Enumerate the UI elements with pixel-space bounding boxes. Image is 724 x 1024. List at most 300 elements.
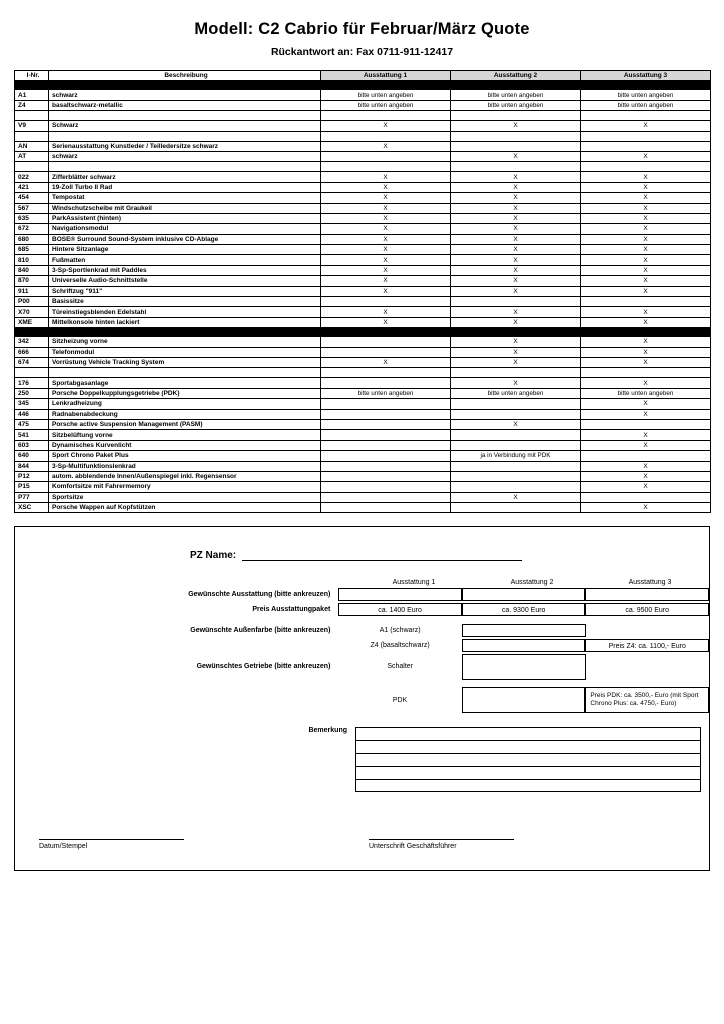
row-option-2: X — [451, 357, 581, 367]
row-code: AT — [15, 151, 49, 161]
table-header-row — [15, 71, 711, 81]
row-option-1 — [321, 337, 451, 347]
row-option-2: X — [451, 337, 581, 347]
row-description: Sportsitze — [49, 492, 321, 502]
table-row — [15, 399, 711, 409]
label-farbe-a1: A1 (schwarz) — [379, 627, 421, 635]
row-option-2: bitte unten angeben — [451, 90, 581, 100]
row-option-3 — [581, 419, 711, 429]
row-preis-paket — [15, 603, 709, 616]
row-option-2: X — [451, 286, 581, 296]
row-option-3 — [581, 141, 711, 151]
row-option-3: X — [581, 286, 711, 296]
row-option-2: X — [451, 347, 581, 357]
row-getriebe-pdk — [15, 687, 709, 713]
spacer-cell — [15, 131, 49, 141]
row-description: 19-Zoll Turbo II Rad — [49, 182, 321, 192]
table-row — [15, 409, 711, 419]
price-farbe-z4: Preis Z4: ca. 1100,- Euro — [585, 639, 709, 652]
row-option-3: X — [581, 357, 711, 367]
table-row — [15, 193, 711, 203]
table-row — [15, 255, 711, 265]
table-section-divider — [15, 328, 711, 337]
row-description: 3-Sp-Multifunktionslenkrad — [49, 461, 321, 471]
row-option-3: X — [581, 471, 711, 481]
row-option-3: bitte unten angeben — [581, 100, 711, 110]
row-code: A1 — [15, 90, 49, 100]
row-description: Schriftzug "911" — [49, 286, 321, 296]
spacer-cell — [15, 111, 49, 121]
row-aussenfarbe-1 — [15, 624, 709, 637]
row-option-2: X — [451, 255, 581, 265]
row-option-1 — [321, 378, 451, 388]
row-option-1 — [321, 503, 451, 513]
table-row — [15, 317, 711, 327]
table-row — [15, 203, 711, 213]
row-option-2: X — [451, 419, 581, 429]
row-description: 3-Sp-Sportlenkrad mit Paddles — [49, 265, 321, 275]
row-option-2: ja in Verbindung mit PDK — [451, 451, 581, 461]
row-description: Sport Chrono Paket Plus — [49, 451, 321, 461]
row-description: Fußmatten — [49, 255, 321, 265]
row-option-1: bitte unten angeben — [321, 388, 451, 398]
row-option-2 — [451, 297, 581, 307]
row-description: BOSE® Surround Sound-System inklusive CD-Ablage — [49, 234, 321, 244]
row-option-2: X — [451, 151, 581, 161]
row-option-3: X — [581, 430, 711, 440]
form-col-1: Ausstattung 1 — [392, 579, 436, 587]
header-option-3: Ausstattung 3 — [581, 71, 711, 81]
table-row — [15, 182, 711, 192]
row-option-1 — [321, 430, 451, 440]
row-code: 685 — [15, 245, 49, 255]
row-option-1: X — [321, 213, 451, 223]
row-option-1: X — [321, 307, 451, 317]
row-option-1: X — [321, 224, 451, 234]
row-code: AN — [15, 141, 49, 151]
row-option-3: X — [581, 307, 711, 317]
table-row — [15, 141, 711, 151]
table-row — [15, 430, 711, 440]
table-spacer-row — [15, 111, 711, 121]
row-code: 674 — [15, 357, 49, 367]
row-code: 666 — [15, 347, 49, 357]
row-code: 176 — [15, 378, 49, 388]
row-option-2: X — [451, 213, 581, 223]
row-description: Telefonmodul — [49, 347, 321, 357]
row-code: 840 — [15, 265, 49, 275]
row-option-2 — [451, 471, 581, 481]
bemerkung-line-2[interactable] — [355, 740, 701, 753]
label-wunsch-ausstattung: Gewünschte Ausstattung (bitte ankreuzen) — [188, 591, 331, 599]
row-option-1: X — [321, 255, 451, 265]
row-option-2: X — [451, 234, 581, 244]
table-row — [15, 297, 711, 307]
row-option-2 — [451, 503, 581, 513]
row-option-3: X — [581, 503, 711, 513]
row-option-3: X — [581, 265, 711, 275]
row-option-3: X — [581, 337, 711, 347]
table-row — [15, 151, 711, 161]
row-code: X70 — [15, 307, 49, 317]
table-spacer-row — [15, 368, 711, 378]
row-code: P15 — [15, 482, 49, 492]
row-option-2 — [451, 430, 581, 440]
row-option-2 — [451, 141, 581, 151]
row-code: 250 — [15, 388, 49, 398]
row-option-1 — [321, 471, 451, 481]
row-option-1: bitte unten angeben — [321, 100, 451, 110]
equipment-table — [14, 70, 711, 513]
checkbox-getriebe-schalter[interactable] — [462, 654, 586, 680]
row-description: Komfortsitze mit Fahrermemory — [49, 482, 321, 492]
checkbox-ausstattung-2[interactable] — [462, 588, 586, 601]
row-description: Hintere Sitzanlage — [49, 245, 321, 255]
row-code: 421 — [15, 182, 49, 192]
spacer-cell — [581, 368, 711, 378]
row-option-2: X — [451, 121, 581, 131]
row-option-1 — [321, 461, 451, 471]
row-code: V9 — [15, 121, 49, 131]
row-code: Z4 — [15, 100, 49, 110]
row-description: Porsche active Suspension Management (PASM) — [49, 419, 321, 429]
row-option-3: X — [581, 213, 711, 223]
table-row — [15, 100, 711, 110]
price-ausstattung-1: ca. 1400 Euro — [338, 603, 462, 616]
row-option-3: X — [581, 317, 711, 327]
row-option-2: X — [451, 203, 581, 213]
row-option-3: bitte unten angeben — [581, 90, 711, 100]
row-option-1: X — [321, 317, 451, 327]
row-description: Serienausstattung Kunstleder / Teilledersitze schwarz — [49, 141, 321, 151]
checkbox-ausstattung-1[interactable] — [338, 588, 462, 601]
row-option-1: X — [321, 286, 451, 296]
row-description: autom. abblendende Innen/Außenspiegel inkl. Regensensor — [49, 471, 321, 481]
row-code: 680 — [15, 234, 49, 244]
signature-label-right: Unterschrift Geschäftsführer — [369, 843, 457, 851]
table-row — [15, 245, 711, 255]
row-option-2: bitte unten angeben — [451, 100, 581, 110]
row-code: 810 — [15, 255, 49, 265]
table-row — [15, 357, 711, 367]
bemerkung-line-3[interactable] — [355, 753, 701, 766]
row-option-3: X — [581, 245, 711, 255]
label-farbe-z4: Z4 (basaltschwarz) — [370, 642, 430, 650]
page-subtitle: Rückantwort an: Fax 0711-911-12417 — [270, 46, 454, 58]
spacer-cell — [451, 131, 581, 141]
row-description: basaltschwarz-metallic — [49, 100, 321, 110]
section-divider-cell — [15, 328, 711, 337]
table-row — [15, 347, 711, 357]
row-option-1 — [321, 409, 451, 419]
row-code: 541 — [15, 430, 49, 440]
row-option-3: X — [581, 203, 711, 213]
table-row — [15, 234, 711, 244]
row-option-1 — [321, 419, 451, 429]
row-option-3: X — [581, 121, 711, 131]
page-title: Modell: C2 Cabrio für Februar/März Quote — [194, 20, 530, 38]
row-description: Lenkradheizung — [49, 399, 321, 409]
table-row — [15, 388, 711, 398]
spacer-cell — [451, 368, 581, 378]
row-option-1: X — [321, 193, 451, 203]
table-row — [15, 471, 711, 481]
row-code: 022 — [15, 172, 49, 182]
row-option-1 — [321, 347, 451, 357]
spacer-cell — [321, 111, 451, 121]
label-getriebe-schalter: Schalter — [387, 663, 413, 671]
spacer-cell — [581, 162, 711, 172]
spacer-cell — [581, 131, 711, 141]
row-option-1: X — [321, 265, 451, 275]
row-option-3: X — [581, 151, 711, 161]
checkbox-ausstattung-3[interactable] — [585, 588, 709, 601]
row-option-3: X — [581, 255, 711, 265]
row-option-3: X — [581, 182, 711, 192]
table-row — [15, 307, 711, 317]
row-option-2: X — [451, 378, 581, 388]
signature-label-left: Datum/Stempel — [39, 843, 88, 851]
row-description: Mittelkonsole hinten lackiert — [49, 317, 321, 327]
row-description: Türeinstiegsblenden Edelstahl — [49, 307, 321, 317]
row-option-3: X — [581, 482, 711, 492]
row-option-3: X — [581, 409, 711, 419]
row-option-3: X — [581, 461, 711, 471]
label-preis-paket: Preis Ausstattungpaket — [252, 606, 331, 614]
spacer-cell — [49, 111, 321, 121]
row-option-3: X — [581, 347, 711, 357]
pz-name-row — [15, 549, 709, 561]
price-ausstattung-2: ca. 9300 Euro — [462, 603, 586, 616]
row-option-3: X — [581, 440, 711, 450]
header-option-1: Ausstattung 1 — [321, 71, 451, 81]
row-option-1: bitte unten angeben — [321, 90, 451, 100]
row-option-3 — [581, 492, 711, 502]
row-code: 342 — [15, 337, 49, 347]
table-row — [15, 224, 711, 234]
row-option-1: X — [321, 357, 451, 367]
row-option-3: X — [581, 399, 711, 409]
table-section-divider — [15, 81, 711, 90]
label-wunsch-aussenfarbe: Gewünschte Außenfarbe (bitte ankreuzen) — [190, 627, 331, 635]
farbe-a1-spacer — [586, 624, 710, 637]
row-option-2 — [451, 409, 581, 419]
row-description: Sitzheizung vorne — [49, 337, 321, 347]
row-description: Basissitze — [49, 297, 321, 307]
table-spacer-row — [15, 131, 711, 141]
row-code: P77 — [15, 492, 49, 502]
row-description: Porsche Wappen auf Kopfstützen — [49, 503, 321, 513]
row-bemerkung — [15, 727, 709, 792]
row-option-1: X — [321, 172, 451, 182]
row-description: Navigationsmodul — [49, 224, 321, 234]
row-option-2: X — [451, 182, 581, 192]
row-code: 603 — [15, 440, 49, 450]
row-option-2: X — [451, 307, 581, 317]
spacer-cell — [49, 368, 321, 378]
order-form — [14, 526, 710, 871]
signature-line-left[interactable] — [39, 839, 184, 840]
row-code: P00 — [15, 297, 49, 307]
row-description: schwarz — [49, 151, 321, 161]
label-getriebe-pdk: PDK — [392, 696, 408, 704]
row-option-2: X — [451, 492, 581, 502]
signature-block-right — [369, 839, 659, 850]
row-code: 911 — [15, 286, 49, 296]
row-code: 640 — [15, 451, 49, 461]
table-row — [15, 172, 711, 182]
table-row — [15, 451, 711, 461]
form-column-headers — [15, 579, 709, 586]
row-description: schwarz — [49, 90, 321, 100]
bemerkung-line-4[interactable] — [355, 766, 701, 779]
row-code: 635 — [15, 213, 49, 223]
row-code: 475 — [15, 419, 49, 429]
row-option-3: X — [581, 172, 711, 182]
label-wunsch-getriebe: Gewünschtes Getriebe (bitte ankreuzen) — [196, 663, 331, 671]
spacer-cell — [451, 111, 581, 121]
row-option-3: X — [581, 378, 711, 388]
price-getriebe-pdk: Preis PDK: ca. 3500,- Euro (mit Sport Chrono Plus: ca. 4750,- Euro) — [590, 691, 699, 708]
row-code: 345 — [15, 399, 49, 409]
row-option-2 — [451, 440, 581, 450]
table-row — [15, 461, 711, 471]
table-row — [15, 265, 711, 275]
signature-line-right[interactable] — [369, 839, 514, 840]
table-row — [15, 90, 711, 100]
row-code: 672 — [15, 224, 49, 234]
row-option-3: X — [581, 276, 711, 286]
row-option-1 — [321, 399, 451, 409]
spacer-cell — [581, 111, 711, 121]
bemerkung-lines — [355, 727, 701, 792]
row-option-3: X — [581, 224, 711, 234]
row-option-1: X — [321, 121, 451, 131]
signature-block-left — [39, 839, 329, 850]
row-option-3 — [581, 451, 711, 461]
row-code: XSC — [15, 503, 49, 513]
spacer-cell — [15, 368, 49, 378]
row-description: Windschutzscheibe mit Graukeil — [49, 203, 321, 213]
spacer-cell — [49, 131, 321, 141]
row-option-3 — [581, 297, 711, 307]
section-divider-cell — [15, 81, 711, 90]
row-code: P12 — [15, 471, 49, 481]
table-row — [15, 440, 711, 450]
table-row — [15, 213, 711, 223]
row-code: 454 — [15, 193, 49, 203]
row-code: 567 — [15, 203, 49, 213]
form-col-3: Ausstattung 3 — [628, 579, 672, 587]
row-option-2 — [451, 399, 581, 409]
row-option-2: X — [451, 317, 581, 327]
table-row — [15, 492, 711, 502]
label-bemerkung: Bemerkung — [308, 727, 347, 735]
header-code: I-Nr. — [15, 71, 49, 81]
table-row — [15, 482, 711, 492]
table-row — [15, 419, 711, 429]
header-description: Beschreibung — [49, 71, 321, 81]
row-description: Vorrüstung Vehicle Tracking System — [49, 357, 321, 367]
table-row — [15, 378, 711, 388]
row-option-1 — [321, 482, 451, 492]
spacer-cell — [321, 162, 451, 172]
table-row — [15, 121, 711, 131]
row-code: XME — [15, 317, 49, 327]
bemerkung-line-1[interactable] — [355, 727, 701, 740]
row-description: Porsche Doppelkupplungsgetriebe (PDK) — [49, 388, 321, 398]
row-option-1 — [321, 492, 451, 502]
row-code: 844 — [15, 461, 49, 471]
pz-name-label: PZ Name: — [190, 550, 237, 562]
row-option-1: X — [321, 234, 451, 244]
row-option-1: X — [321, 203, 451, 213]
row-option-2: X — [451, 245, 581, 255]
row-description: ParkAssistent (hinten) — [49, 213, 321, 223]
getriebe-schalter-spacer — [586, 660, 710, 673]
row-getriebe-schalter — [15, 660, 709, 673]
row-description: Universelle Audio-Schnittstelle — [49, 276, 321, 286]
row-option-3: X — [581, 193, 711, 203]
form-col-2: Ausstattung 2 — [510, 579, 554, 587]
spacer-cell — [49, 162, 321, 172]
signature-row — [15, 839, 709, 850]
table-row — [15, 503, 711, 513]
row-option-3: bitte unten angeben — [581, 388, 711, 398]
row-option-1 — [321, 297, 451, 307]
table-spacer-row — [15, 162, 711, 172]
row-option-1: X — [321, 245, 451, 255]
row-description: Dynamisches Kurvenlicht — [49, 440, 321, 450]
row-option-3: X — [581, 234, 711, 244]
spacer-cell — [321, 368, 451, 378]
pz-name-input[interactable] — [242, 549, 522, 561]
row-description: Schwarz — [49, 121, 321, 131]
price-ausstattung-3: ca. 9500 Euro — [585, 603, 709, 616]
row-description: Tempostat — [49, 193, 321, 203]
spacer-cell — [451, 162, 581, 172]
row-option-2: X — [451, 224, 581, 234]
table-row — [15, 276, 711, 286]
row-option-2: X — [451, 265, 581, 275]
row-code: 870 — [15, 276, 49, 286]
bemerkung-line-5[interactable] — [355, 779, 701, 792]
row-option-2: X — [451, 172, 581, 182]
row-option-1 — [321, 440, 451, 450]
row-option-1 — [321, 151, 451, 161]
checkbox-farbe-a1[interactable] — [462, 624, 586, 637]
table-row — [15, 286, 711, 296]
spacer-cell — [15, 162, 49, 172]
row-option-1: X — [321, 276, 451, 286]
checkbox-getriebe-pdk[interactable] — [462, 687, 586, 713]
row-description: Sitzbelüftung vorne — [49, 430, 321, 440]
row-option-1 — [321, 451, 451, 461]
row-code: 446 — [15, 409, 49, 419]
row-option-2: X — [451, 193, 581, 203]
row-option-2 — [451, 482, 581, 492]
checkbox-farbe-z4[interactable] — [462, 639, 586, 652]
row-wunsch-ausstattung — [15, 588, 709, 601]
row-option-2: bitte unten angeben — [451, 388, 581, 398]
row-aussenfarbe-2 — [15, 639, 709, 652]
row-description: Radnabenabdeckung — [49, 409, 321, 419]
spacer-cell — [321, 131, 451, 141]
row-option-1: X — [321, 141, 451, 151]
row-option-2: X — [451, 276, 581, 286]
row-description: Sportabgasanlage — [49, 378, 321, 388]
row-description: Zifferblätter schwarz — [49, 172, 321, 182]
